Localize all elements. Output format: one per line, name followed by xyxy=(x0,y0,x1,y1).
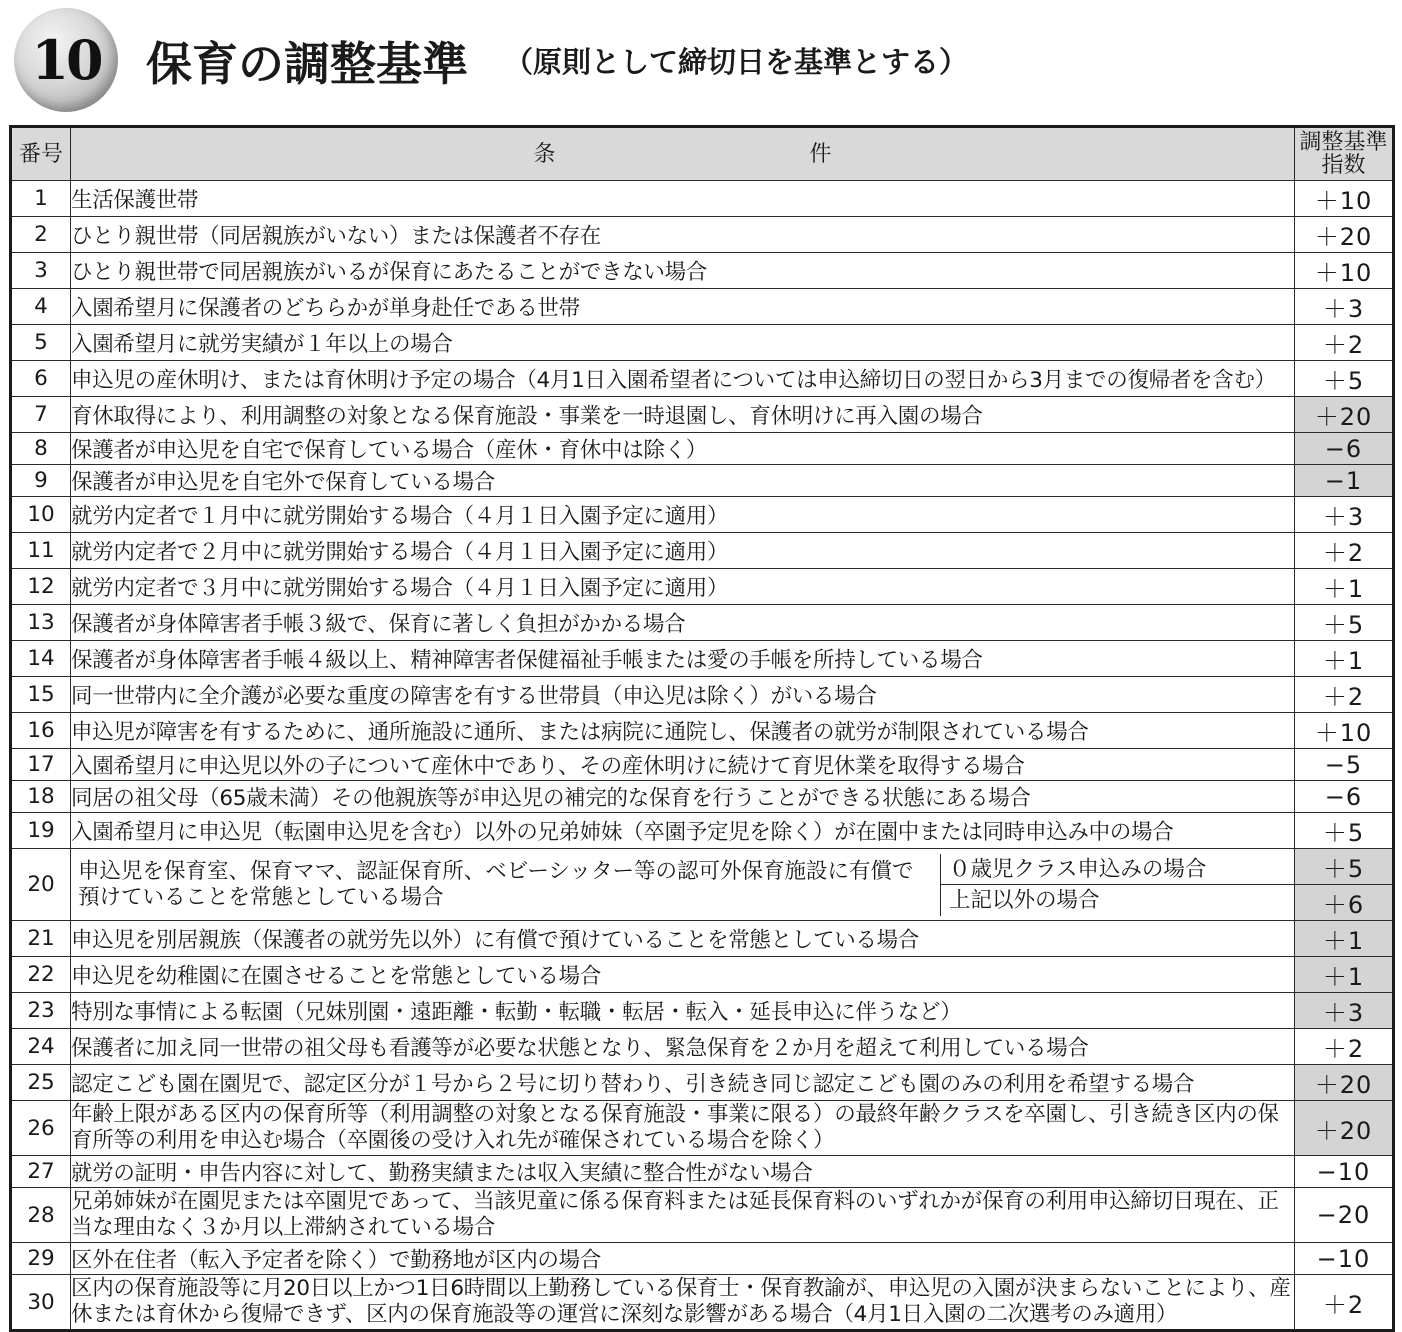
row-score: −6 xyxy=(1295,781,1394,813)
row-score: ＋2 xyxy=(1295,1275,1394,1331)
page-header xyxy=(0,0,1402,118)
row-number: 15 xyxy=(11,677,71,713)
row-condition: 就労内定者で１月中に就労開始する場合（４月１日入園予定に適用） xyxy=(71,497,1295,533)
row-number: 25 xyxy=(11,1065,71,1101)
row-number: 6 xyxy=(11,361,71,397)
row20-condition-cell xyxy=(71,849,1295,921)
row-condition: 保護者が申込児を自宅外で保育している場合 xyxy=(71,465,1295,497)
row-score: ＋2 xyxy=(1295,325,1394,361)
row-number: 18 xyxy=(11,781,71,813)
table-row xyxy=(11,1243,1394,1275)
row-number: 5 xyxy=(11,325,71,361)
row-number: 10 xyxy=(11,497,71,533)
table-row xyxy=(11,217,1394,253)
page-subtitle: （原則として締切日を基準とする） xyxy=(504,45,969,79)
table-row xyxy=(11,1065,1394,1101)
row-score: ＋20 xyxy=(1295,217,1394,253)
row-score: −5 xyxy=(1295,749,1394,781)
row-condition: 申込児が障害を有するために、通所施設に通所、または病院に通院し、保護者の就労が制限されている場合 xyxy=(71,713,1295,749)
table-row xyxy=(11,533,1394,569)
row-number: 9 xyxy=(11,465,71,497)
table-row xyxy=(11,361,1394,397)
row-score: −10 xyxy=(1295,1156,1394,1188)
row-condition: 就労内定者で２月中に就労開始する場合（４月１日入園予定に適用） xyxy=(71,533,1295,569)
table-row xyxy=(11,1156,1394,1188)
row-condition: ひとり親世帯（同居親族がいない）または保護者不存在 xyxy=(71,217,1295,253)
row-score: −1 xyxy=(1295,465,1394,497)
row-condition: 区内の保育施設等に月20日以上かつ1日6時間以上勤務している保育士・保育教諭が、申込児の入園が決まらないことにより、産休または育休から復帰できず、区内の保育施設等の運営に深刻な影響がある場合（4月1日入園の二次選考のみ適用） xyxy=(71,1275,1295,1331)
row-score: ＋3 xyxy=(1295,993,1394,1029)
row-score: ＋2 xyxy=(1295,1029,1394,1065)
table-row xyxy=(11,1101,1394,1156)
row-condition: 同一世帯内に全介護が必要な重度の障害を有する世帯員（申込児は除く）がいる場合 xyxy=(71,677,1295,713)
row-number: 28 xyxy=(11,1188,71,1243)
row-number: 24 xyxy=(11,1029,71,1065)
table-row xyxy=(11,289,1394,325)
table-row xyxy=(11,465,1394,497)
row-number: 22 xyxy=(11,957,71,993)
table-row xyxy=(11,1275,1394,1331)
row-number: 26 xyxy=(11,1101,71,1156)
header-number: 番号 xyxy=(11,127,71,181)
header-score: 調整基準 指数 xyxy=(1295,127,1394,181)
table-row xyxy=(11,497,1394,533)
table-row xyxy=(11,781,1394,813)
table-row xyxy=(11,181,1394,217)
row-condition: 申込児を幼稚園に在園させることを常態としている場合 xyxy=(71,957,1295,993)
row-number: 14 xyxy=(11,641,71,677)
row-number: 2 xyxy=(11,217,71,253)
row-score: ＋5 xyxy=(1295,605,1394,641)
row-number: 29 xyxy=(11,1243,71,1275)
row-number: 19 xyxy=(11,813,71,849)
row-number: 7 xyxy=(11,397,71,433)
table-row xyxy=(11,569,1394,605)
table-row xyxy=(11,813,1394,849)
row-score: ＋1 xyxy=(1295,921,1394,957)
table-row xyxy=(11,433,1394,465)
row-condition: 保護者が身体障害者手帳３級で、保育に著しく負担がかかる場合 xyxy=(71,605,1295,641)
row-score: ＋3 xyxy=(1295,497,1394,533)
row-condition: 申込児を別居親族（保護者の就労先以外）に有償で預けていることを常態としている場合 xyxy=(71,921,1295,957)
row-score: ＋3 xyxy=(1295,289,1394,325)
table-row xyxy=(11,921,1394,957)
row-condition: 保護者が身体障害者手帳４級以上、精神障害者保健福祉手帳または愛の手帳を所持している場合 xyxy=(71,641,1295,677)
row-number: 13 xyxy=(11,605,71,641)
row-score: ＋5 xyxy=(1295,361,1394,397)
table-row xyxy=(11,605,1394,641)
table-row xyxy=(11,253,1394,289)
row-condition: 区外在住者（転入予定者を除く）で勤務地が区内の場合 xyxy=(71,1243,1295,1275)
row-score: ＋2 xyxy=(1295,533,1394,569)
table-row xyxy=(11,397,1394,433)
row-condition: 入園希望月に就労実績が１年以上の場合 xyxy=(71,325,1295,361)
row20-score-2: ＋6 xyxy=(1295,885,1394,921)
row-number: 21 xyxy=(11,921,71,957)
row-number: 11 xyxy=(11,533,71,569)
section-number-badge xyxy=(14,8,118,112)
row-condition: 入園希望月に申込児（転園申込児を含む）以外の兄弟姉妹（卒園予定児を除く）が在園中または同時申込み中の場合 xyxy=(71,813,1295,849)
row-condition: 保護者が申込児を自宅で保育している場合（産休・育休中は除く） xyxy=(71,433,1295,465)
row20-sub-condition-1: ０歳児クラス申込みの場合 xyxy=(941,854,1294,885)
row-score: ＋1 xyxy=(1295,957,1394,993)
row-condition: 年齢上限がある区内の保育所等（利用調整の対象となる保育施設・事業に限る）の最終年齢クラスを卒園し、引き続き区内の保育所等の利用を申込む場合（卒園後の受け入れ先が確保されている場合を除く） xyxy=(71,1101,1295,1156)
row-condition: 認定こども園在園児で、認定区分が１号から２号に切り替わり、引き続き同じ認定こども園のみの利用を希望する場合 xyxy=(71,1065,1295,1101)
table-row xyxy=(11,641,1394,677)
row-number: 30 xyxy=(11,1275,71,1331)
row-condition: 申込児の産休明け、または育休明け予定の場合（4月1日入園希望者については申込締切日の翌日から3月までの復帰者を含む） xyxy=(71,361,1295,397)
row-condition: 特別な事情による転園（兄妹別園・遠距離・転勤・転職・転居・転入・延長申込に伴うなど） xyxy=(71,993,1295,1029)
row-score: ＋5 xyxy=(1295,813,1394,849)
row-score: ＋20 xyxy=(1295,1065,1394,1101)
row-number: 27 xyxy=(11,1156,71,1188)
table-row-20a xyxy=(11,849,1394,885)
row-condition: 育休取得により、利用調整の対象となる保育施設・事業を一時退園し、育休明けに再入園の場合 xyxy=(71,397,1295,433)
table-header-row xyxy=(11,127,1394,181)
table-body-b xyxy=(11,921,1394,1331)
row-condition: 就労の証明・申告内容に対して、勤務実績または収入実績に整合性がない場合 xyxy=(71,1156,1295,1188)
section-number: 10 xyxy=(31,28,101,92)
table-row xyxy=(11,1188,1394,1243)
row-score: ＋10 xyxy=(1295,713,1394,749)
row-condition: 就労内定者で３月中に就労開始する場合（４月１日入園予定に適用） xyxy=(71,569,1295,605)
row-number: 4 xyxy=(11,289,71,325)
row-score: ＋1 xyxy=(1295,569,1394,605)
table-body-row20 xyxy=(11,849,1394,921)
table-row xyxy=(11,957,1394,993)
table-row xyxy=(11,713,1394,749)
row-score: ＋20 xyxy=(1295,1101,1394,1156)
table-row xyxy=(11,325,1394,361)
adjustment-criteria-table xyxy=(9,125,1395,1332)
page-title: 保育の調整基準 xyxy=(146,37,468,91)
row-condition: 生活保護世帯 xyxy=(71,181,1295,217)
row20-score-1: ＋5 xyxy=(1295,849,1394,885)
table-row xyxy=(11,749,1394,781)
header-condition: 条 件 xyxy=(71,127,1295,181)
row-condition: 保護者に加え同一世帯の祖父母も看護等が必要な状態となり、緊急保育を２か月を超えて利用している場合 xyxy=(71,1029,1295,1065)
row-score: −6 xyxy=(1295,433,1394,465)
row-number: 16 xyxy=(11,713,71,749)
row-number: 20 xyxy=(11,849,71,921)
table-row xyxy=(11,1029,1394,1065)
row-condition: 兄弟姉妹が在園児または卒園児であって、当該児童に係る保育料または延長保育料のいずれかが保育の利用申込締切日現在、正当な理由なく３か月以上滞納されている場合 xyxy=(71,1188,1295,1243)
row-score: ＋10 xyxy=(1295,253,1394,289)
row-score: ＋2 xyxy=(1295,677,1394,713)
row-score: ＋10 xyxy=(1295,181,1394,217)
table-row xyxy=(11,677,1394,713)
table-body-a xyxy=(11,181,1394,849)
row-number: 1 xyxy=(11,181,71,217)
row-condition: 入園希望月に申込児以外の子について産休中であり、その産休明けに続けて育児休業を取得する場合 xyxy=(71,749,1295,781)
row-score: ＋20 xyxy=(1295,397,1394,433)
table-row xyxy=(11,993,1394,1029)
row-number: 17 xyxy=(11,749,71,781)
row-number: 3 xyxy=(11,253,71,289)
row-condition: ひとり親世帯で同居親族がいるが保育にあたることができない場合 xyxy=(71,253,1295,289)
row-condition: 申込児を保育室、保育ママ、認証保育所、ベビーシッター等の認可外保育施設に有償で預けていることを常態としている場合 xyxy=(71,854,941,916)
row20-sub-condition-2: 上記以外の場合 xyxy=(949,887,1100,913)
row-number: 23 xyxy=(11,993,71,1029)
row-number: 12 xyxy=(11,569,71,605)
row-score: −10 xyxy=(1295,1243,1394,1275)
row-score: −20 xyxy=(1295,1188,1394,1243)
row-condition: 入園希望月に保護者のどちらかが単身赴任である世帯 xyxy=(71,289,1295,325)
row-number: 8 xyxy=(11,433,71,465)
row-condition: 同居の祖父母（65歳未満）その他親族等が申込児の補完的な保育を行うことができる状態にある場合 xyxy=(71,781,1295,813)
row-score: ＋1 xyxy=(1295,641,1394,677)
